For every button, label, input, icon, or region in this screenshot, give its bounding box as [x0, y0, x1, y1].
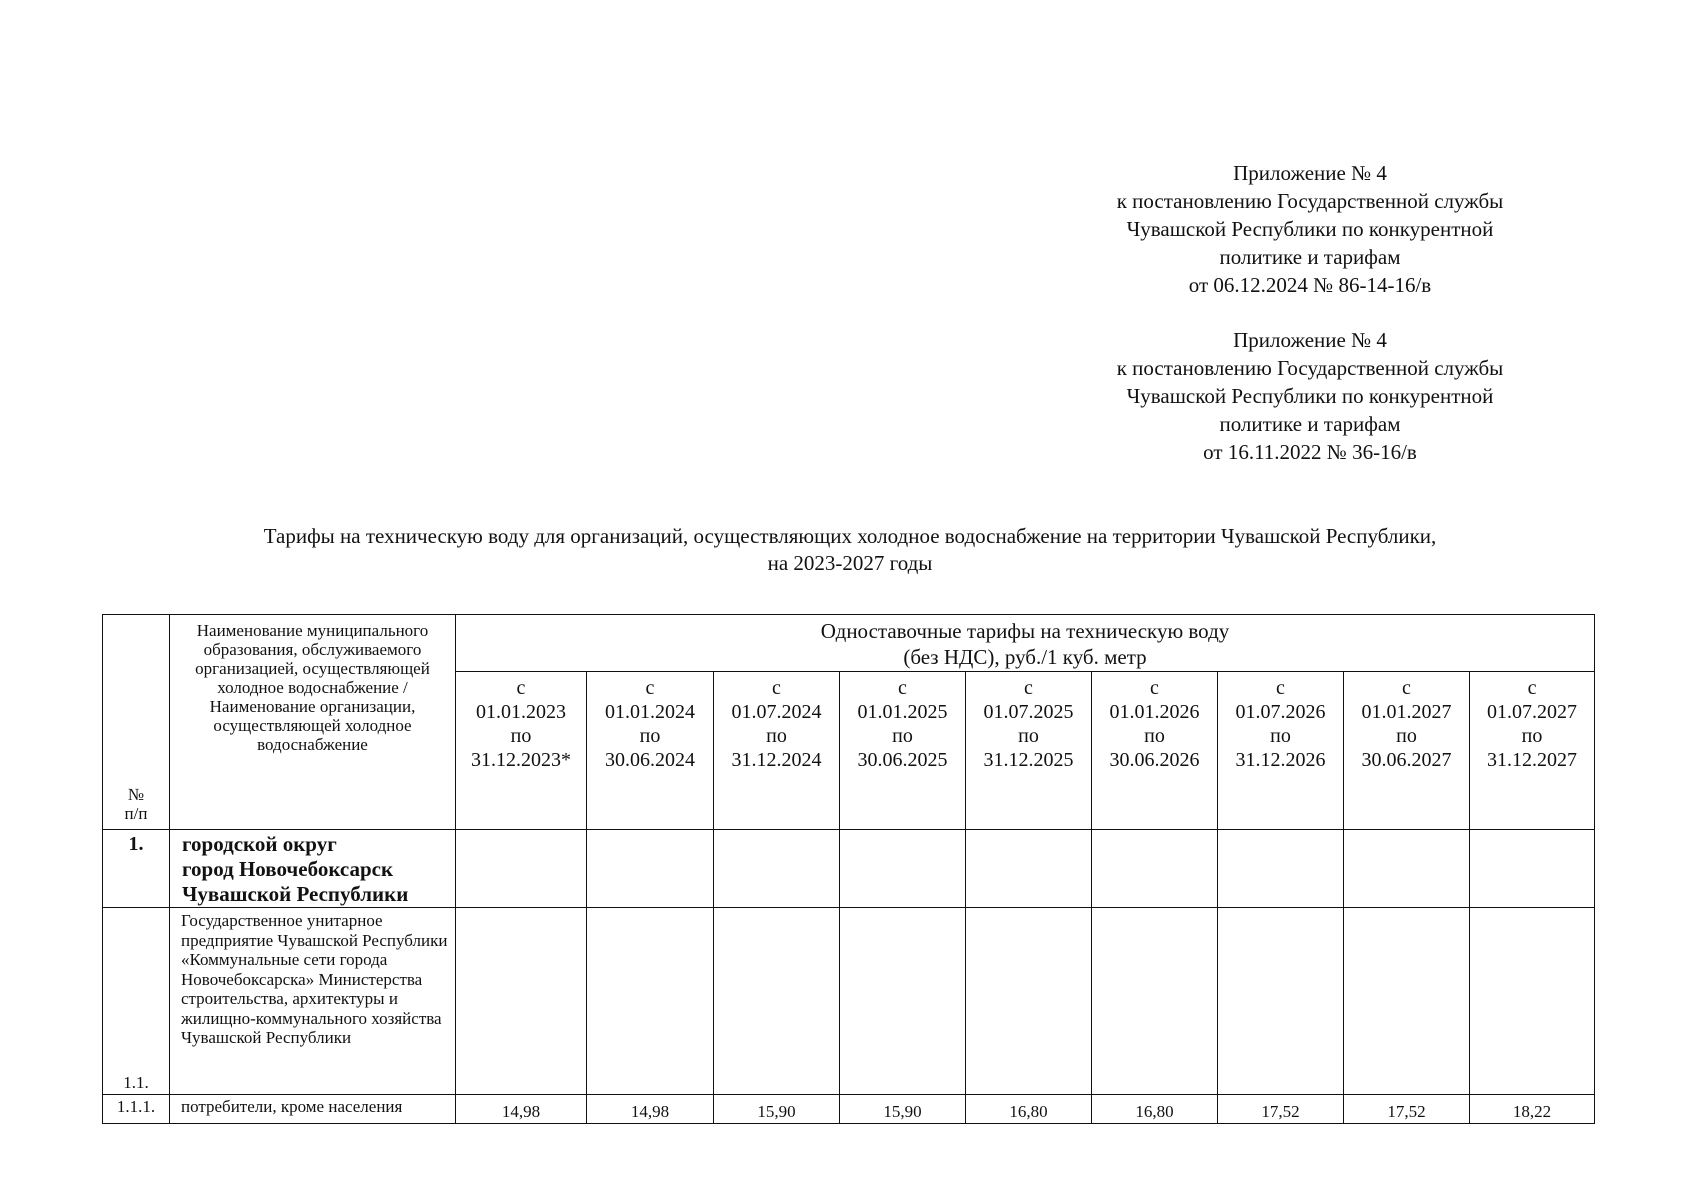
- empty-cell: [840, 908, 966, 1095]
- column-header-name: Наименование муниципального образования, обслуживаемого организацией, осуществляющей холодное водоснабжение / Наименование организации, осуществляющей холодное водоснабжение: [170, 615, 456, 830]
- empty-cell: [1218, 908, 1344, 1095]
- municipality-name-line: Чувашской Республики: [182, 882, 409, 906]
- table-row: [103, 908, 1595, 1095]
- appendix-line: Приложение № 4: [1233, 328, 1387, 352]
- consumer-category: потребители, кроме населения: [170, 1095, 456, 1124]
- title-line-1: Тарифы на техническую воду для организаций, осуществляющих холодное водоснабжение на территории Чувашской Республики,: [263, 524, 1437, 548]
- empty-cell: [1218, 830, 1344, 908]
- appendix-line: Приложение № 4: [1233, 161, 1387, 185]
- appendix-line: от 06.12.2024 № 86-14-16/в: [1188, 273, 1432, 297]
- tariff-value: 15,90: [714, 1095, 840, 1124]
- period-from-word: с: [645, 677, 655, 699]
- period-from-word: с: [1150, 677, 1159, 699]
- period-to: 30.06.2026: [1109, 749, 1200, 771]
- tariff-group-header: [456, 615, 1595, 672]
- row-number: 1.1.1.: [103, 1095, 170, 1124]
- appendix-line: к постановлению Государственной службы: [1116, 189, 1504, 213]
- period-from: 01.01.2026: [1109, 701, 1200, 723]
- period-from: 01.07.2026: [1235, 701, 1326, 723]
- municipality-name: [170, 830, 456, 908]
- empty-cell: [587, 908, 714, 1095]
- period-to-word: по: [1018, 725, 1039, 747]
- period-from: 01.01.2024: [605, 701, 695, 723]
- period-from-word: с: [772, 677, 781, 699]
- period-to-word: по: [766, 725, 787, 747]
- period-to: 31.12.2025: [983, 749, 1074, 771]
- column-header-number-line: п/п: [124, 804, 148, 823]
- period-header: [1344, 672, 1470, 830]
- period-to-word: по: [1396, 725, 1417, 747]
- appendix-line: к постановлению Государственной службы: [1116, 356, 1504, 380]
- column-header-number: [103, 615, 170, 830]
- tariff-value: 15,90: [840, 1095, 966, 1124]
- period-to-word: по: [1144, 725, 1165, 747]
- period-to: 31.12.2026: [1235, 749, 1326, 771]
- period-to: 30.06.2027: [1361, 749, 1452, 771]
- appendix-line: Чувашской Республики по конкурентной: [1126, 384, 1494, 408]
- empty-cell: [714, 908, 840, 1095]
- tariff-value: 14,98: [456, 1095, 587, 1124]
- period-to: 31.12.2024: [731, 749, 822, 771]
- period-to: 30.06.2024: [605, 749, 695, 771]
- table-row: [103, 830, 1595, 908]
- period-to-word: по: [639, 725, 661, 747]
- empty-cell: [1092, 830, 1218, 908]
- empty-cell: [840, 830, 966, 908]
- period-header: [1092, 672, 1218, 830]
- period-header: [1218, 672, 1344, 830]
- period-header: [587, 672, 714, 830]
- period-to-word: по: [892, 725, 913, 747]
- tariff-group-line: (без НДС), руб./1 куб. метр: [903, 645, 1147, 669]
- period-to: 31.12.2027: [1487, 749, 1577, 771]
- empty-cell: [456, 908, 587, 1095]
- empty-cell: [1344, 830, 1470, 908]
- row-number: 1.: [103, 830, 170, 908]
- period-from: 01.01.2025: [857, 701, 948, 723]
- period-from: 01.07.2024: [731, 701, 822, 723]
- period-from-word: с: [516, 677, 526, 699]
- period-from: 01.01.2023: [476, 701, 566, 723]
- period-from-word: с: [1402, 677, 1411, 699]
- tariff-table: [102, 614, 1595, 1124]
- empty-cell: [456, 830, 587, 908]
- municipality-name-line: городской округ: [182, 832, 337, 856]
- table-row: [103, 1095, 1595, 1124]
- period-from-word: с: [1024, 677, 1033, 699]
- period-from-word: с: [1527, 677, 1537, 699]
- tariff-value: 17,52: [1218, 1095, 1344, 1124]
- period-from: 01.07.2025: [983, 701, 1074, 723]
- title-line-2: на 2023-2027 годы: [767, 551, 933, 575]
- period-to-word: по: [1521, 725, 1543, 747]
- period-to-word: по: [1270, 725, 1291, 747]
- appendix-line: политике и тарифам: [1219, 412, 1401, 436]
- period-from: 01.07.2027: [1487, 701, 1577, 723]
- period-header: [456, 672, 587, 830]
- period-from: 01.01.2027: [1361, 701, 1452, 723]
- organization-name: Государственное унитарное предприятие Чувашской Республики «Коммунальные сети города Новочебоксарска» Министерства строительства, архитектуры и жилищно-коммунального хозяйства Чувашской Республики: [170, 908, 456, 1095]
- period-header: [966, 672, 1092, 830]
- empty-cell: [966, 908, 1092, 1095]
- tariff-value: 16,80: [966, 1095, 1092, 1124]
- empty-cell: [1344, 908, 1470, 1095]
- period-from-word: с: [898, 677, 907, 699]
- appendix-line: от 16.11.2022 № 36-16/в: [1203, 440, 1417, 464]
- empty-cell: [1092, 908, 1218, 1095]
- period-to-word: по: [510, 725, 532, 747]
- appendix-block-1: [1070, 159, 1550, 299]
- document-title: [100, 523, 1600, 577]
- tariff-value: 16,80: [1092, 1095, 1218, 1124]
- tariff-value: 18,22: [1470, 1095, 1595, 1124]
- tariff-value: 17,52: [1344, 1095, 1470, 1124]
- empty-cell: [966, 830, 1092, 908]
- period-to: 30.06.2025: [857, 749, 948, 771]
- column-header-number-line: №: [127, 785, 145, 804]
- appendix-line: Чувашской Республики по конкурентной: [1126, 217, 1494, 241]
- period-header: [1470, 672, 1595, 830]
- period-header: [840, 672, 966, 830]
- period-header: [714, 672, 840, 830]
- tariff-group-line: Одноставочные тарифы на техническую воду: [820, 619, 1230, 643]
- appendix-line: политике и тарифам: [1219, 245, 1401, 269]
- appendix-block-2: [1070, 326, 1550, 466]
- empty-cell: [1470, 908, 1595, 1095]
- empty-cell: [1470, 830, 1595, 908]
- empty-cell: [587, 830, 714, 908]
- tariff-value: 14,98: [587, 1095, 714, 1124]
- empty-cell: [714, 830, 840, 908]
- municipality-name-line: город Новочебоксарск: [182, 857, 394, 881]
- row-number: 1.1.: [103, 908, 170, 1095]
- period-from-word: с: [1276, 677, 1285, 699]
- period-to: 31.12.2023*: [471, 749, 571, 771]
